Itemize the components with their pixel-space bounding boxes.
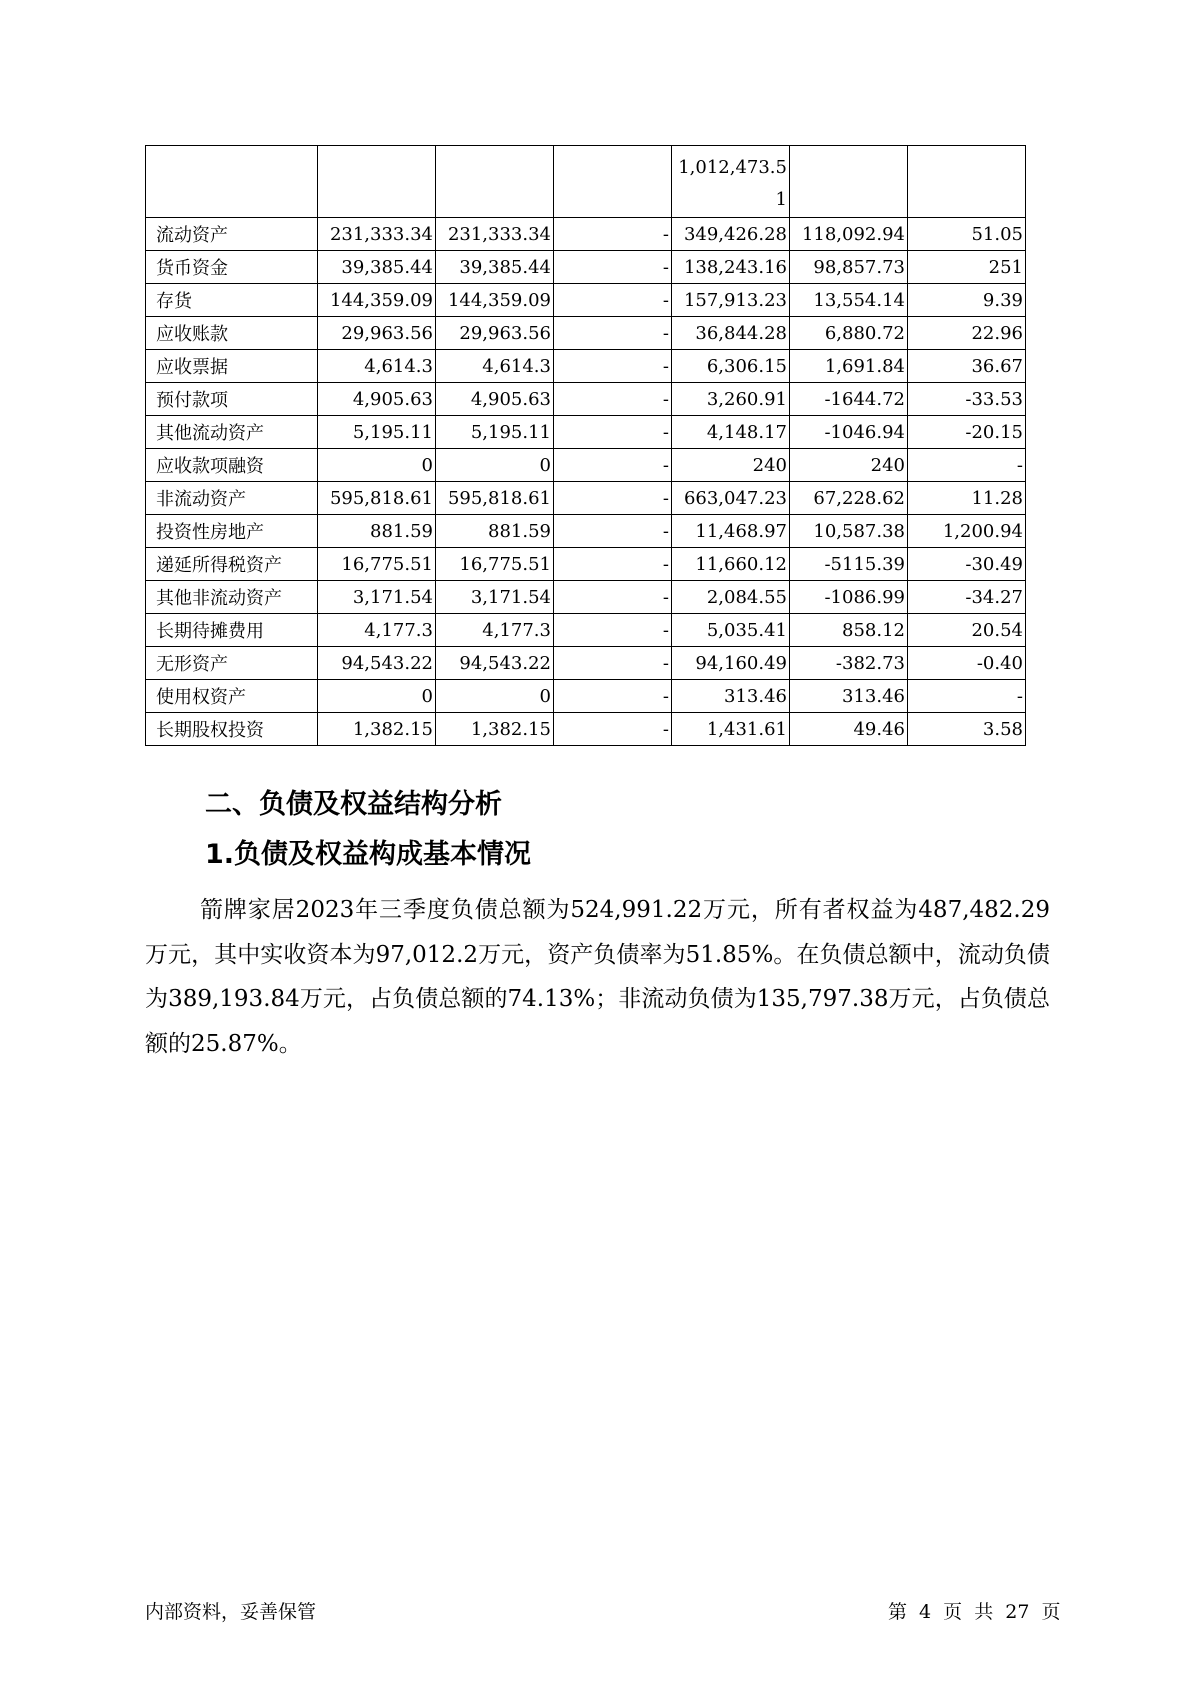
table-cell: -20.15 bbox=[908, 416, 1026, 449]
footer-page-number: 第 4 页 共 27 页 bbox=[888, 1601, 1061, 1623]
table-cell: 3,260.91 bbox=[672, 383, 790, 416]
table-cell: 94,543.22 bbox=[436, 647, 554, 680]
table-cell: 11.28 bbox=[908, 482, 1026, 515]
table-cell: 94,543.22 bbox=[318, 647, 436, 680]
table-cell: 2,084.55 bbox=[672, 581, 790, 614]
row-label: 应收票据 bbox=[146, 350, 318, 383]
table-cell: 6,880.72 bbox=[790, 317, 908, 350]
table-cell: 98,857.73 bbox=[790, 251, 908, 284]
table-cell: 881.59 bbox=[318, 515, 436, 548]
table-cell: -1644.72 bbox=[790, 383, 908, 416]
table-cell bbox=[146, 146, 318, 218]
table-cell: 5,195.11 bbox=[436, 416, 554, 449]
table-cell: 0 bbox=[318, 680, 436, 713]
table-row bbox=[146, 317, 1026, 350]
table-cell: - bbox=[554, 416, 672, 449]
table-cell: 4,614.3 bbox=[436, 350, 554, 383]
table-row bbox=[146, 482, 1026, 515]
table-cell: 11,660.12 bbox=[672, 548, 790, 581]
table-cell: 3.58 bbox=[908, 713, 1026, 746]
total-assets-cell: 1,012,473.51 bbox=[672, 146, 790, 218]
table-row bbox=[146, 680, 1026, 713]
row-label: 应收账款 bbox=[146, 317, 318, 350]
table-cell: 39,385.44 bbox=[436, 251, 554, 284]
row-label: 流动资产 bbox=[146, 218, 318, 251]
table-cell: 240 bbox=[790, 449, 908, 482]
row-label: 无形资产 bbox=[146, 647, 318, 680]
table-cell: 0 bbox=[436, 449, 554, 482]
table-cell: 144,359.09 bbox=[318, 284, 436, 317]
table-row bbox=[146, 416, 1026, 449]
table-cell: 1,382.15 bbox=[318, 713, 436, 746]
table-cell: 231,333.34 bbox=[318, 218, 436, 251]
table-cell: - bbox=[554, 713, 672, 746]
table-row bbox=[146, 218, 1026, 251]
table-cell: - bbox=[554, 581, 672, 614]
table-row bbox=[146, 647, 1026, 680]
table-cell: 4,148.17 bbox=[672, 416, 790, 449]
table-cell: 118,092.94 bbox=[790, 218, 908, 251]
table-cell: 1,382.15 bbox=[436, 713, 554, 746]
body-paragraph: 箭牌家居2023年三季度负债总额为524,991.22万元，所有者权益为487,482.29万元，其中实收资本为97,012.2万元，资产负债率为51.85%。在负债总额中，流动负债为389,193.84万元，占负债总额的74.13%；非流动负债为135,797.38万元，占负债总额的25.87%。 bbox=[145, 897, 1050, 1057]
table-cell: 1,691.84 bbox=[790, 350, 908, 383]
table-cell: - bbox=[554, 647, 672, 680]
table-cell: 138,243.16 bbox=[672, 251, 790, 284]
table-cell: 39,385.44 bbox=[318, 251, 436, 284]
footer-confidential-note: 内部资料，妥善保管 bbox=[145, 1601, 317, 1623]
table-row bbox=[146, 383, 1026, 416]
row-label: 其他非流动资产 bbox=[146, 581, 318, 614]
table-cell: 4,177.3 bbox=[318, 614, 436, 647]
table-cell: 1,200.94 bbox=[908, 515, 1026, 548]
table-cell: - bbox=[554, 449, 672, 482]
table-cell: 6,306.15 bbox=[672, 350, 790, 383]
table-cell: 10,587.38 bbox=[790, 515, 908, 548]
row-label: 预付款项 bbox=[146, 383, 318, 416]
table-cell: - bbox=[554, 284, 672, 317]
table-cell: 858.12 bbox=[790, 614, 908, 647]
table-cell: 313.46 bbox=[672, 680, 790, 713]
table-row-continued bbox=[146, 146, 1026, 218]
table-cell: -33.53 bbox=[908, 383, 1026, 416]
table-cell: 20.54 bbox=[908, 614, 1026, 647]
table-row bbox=[146, 548, 1026, 581]
asset-table-body bbox=[146, 146, 1026, 746]
table-cell: - bbox=[554, 218, 672, 251]
table-cell: - bbox=[554, 383, 672, 416]
row-label: 长期待摊费用 bbox=[146, 614, 318, 647]
table-cell: 22.96 bbox=[908, 317, 1026, 350]
table-cell: 881.59 bbox=[436, 515, 554, 548]
row-label: 货币资金 bbox=[146, 251, 318, 284]
table-cell: 36,844.28 bbox=[672, 317, 790, 350]
row-label: 非流动资产 bbox=[146, 482, 318, 515]
row-label: 存货 bbox=[146, 284, 318, 317]
table-cell: 240 bbox=[672, 449, 790, 482]
table-cell: 251 bbox=[908, 251, 1026, 284]
table-cell: -1046.94 bbox=[790, 416, 908, 449]
row-label: 递延所得税资产 bbox=[146, 548, 318, 581]
table-cell: - bbox=[554, 317, 672, 350]
table-cell: 49.46 bbox=[790, 713, 908, 746]
table-cell: - bbox=[554, 680, 672, 713]
table-cell: 1,431.61 bbox=[672, 713, 790, 746]
table-cell: 4,905.63 bbox=[318, 383, 436, 416]
table-row bbox=[146, 515, 1026, 548]
table-cell: 4,905.63 bbox=[436, 383, 554, 416]
table-cell: 663,047.23 bbox=[672, 482, 790, 515]
row-label: 其他流动资产 bbox=[146, 416, 318, 449]
table-cell: - bbox=[908, 449, 1026, 482]
table-row bbox=[146, 350, 1026, 383]
subsection-heading: 1.负债及权益构成基本情况 bbox=[205, 839, 532, 870]
table-cell: 11,468.97 bbox=[672, 515, 790, 548]
row-label: 长期股权投资 bbox=[146, 713, 318, 746]
table-cell: -1086.99 bbox=[790, 581, 908, 614]
table-cell: -0.40 bbox=[908, 647, 1026, 680]
row-label: 使用权资产 bbox=[146, 680, 318, 713]
table-cell: 5,035.41 bbox=[672, 614, 790, 647]
table-cell: - bbox=[554, 251, 672, 284]
table-cell: 9.39 bbox=[908, 284, 1026, 317]
table-cell: - bbox=[554, 515, 672, 548]
row-label: 应收款项融资 bbox=[146, 449, 318, 482]
table-cell: 3,171.54 bbox=[436, 581, 554, 614]
asset-table bbox=[145, 145, 1026, 746]
table-cell bbox=[908, 146, 1026, 218]
section-heading: 二、负债及权益结构分析 bbox=[205, 789, 502, 820]
table-cell: 144,359.09 bbox=[436, 284, 554, 317]
table-cell: 595,818.61 bbox=[318, 482, 436, 515]
table-cell: -34.27 bbox=[908, 581, 1026, 614]
table-cell bbox=[436, 146, 554, 218]
table-cell: 29,963.56 bbox=[436, 317, 554, 350]
table-cell: 349,426.28 bbox=[672, 218, 790, 251]
table-cell: 3,171.54 bbox=[318, 581, 436, 614]
table-cell: 29,963.56 bbox=[318, 317, 436, 350]
table-cell: 0 bbox=[436, 680, 554, 713]
table-cell: -382.73 bbox=[790, 647, 908, 680]
table-row bbox=[146, 581, 1026, 614]
table-row bbox=[146, 284, 1026, 317]
row-label: 投资性房地产 bbox=[146, 515, 318, 548]
table-cell: - bbox=[554, 548, 672, 581]
table-cell: - bbox=[554, 482, 672, 515]
table-cell: 51.05 bbox=[908, 218, 1026, 251]
table-cell: 5,195.11 bbox=[318, 416, 436, 449]
table-cell: - bbox=[554, 614, 672, 647]
table-cell: -30.49 bbox=[908, 548, 1026, 581]
table-cell: 595,818.61 bbox=[436, 482, 554, 515]
table-cell: 0 bbox=[318, 449, 436, 482]
table-cell: 16,775.51 bbox=[436, 548, 554, 581]
table-cell bbox=[318, 146, 436, 218]
table-cell: 313.46 bbox=[790, 680, 908, 713]
table-cell: 157,913.23 bbox=[672, 284, 790, 317]
table-row bbox=[146, 614, 1026, 647]
table-row bbox=[146, 449, 1026, 482]
table-cell: 4,614.3 bbox=[318, 350, 436, 383]
table-cell: 4,177.3 bbox=[436, 614, 554, 647]
table-row bbox=[146, 251, 1026, 284]
table-cell: 36.67 bbox=[908, 350, 1026, 383]
table-cell: 13,554.14 bbox=[790, 284, 908, 317]
table-cell: 67,228.62 bbox=[790, 482, 908, 515]
table-cell: -5115.39 bbox=[790, 548, 908, 581]
table-row bbox=[146, 713, 1026, 746]
table-cell: 231,333.34 bbox=[436, 218, 554, 251]
table-cell bbox=[554, 146, 672, 218]
table-cell: 16,775.51 bbox=[318, 548, 436, 581]
table-cell: 94,160.49 bbox=[672, 647, 790, 680]
table-cell: - bbox=[554, 350, 672, 383]
table-cell bbox=[790, 146, 908, 218]
table-cell: - bbox=[908, 680, 1026, 713]
